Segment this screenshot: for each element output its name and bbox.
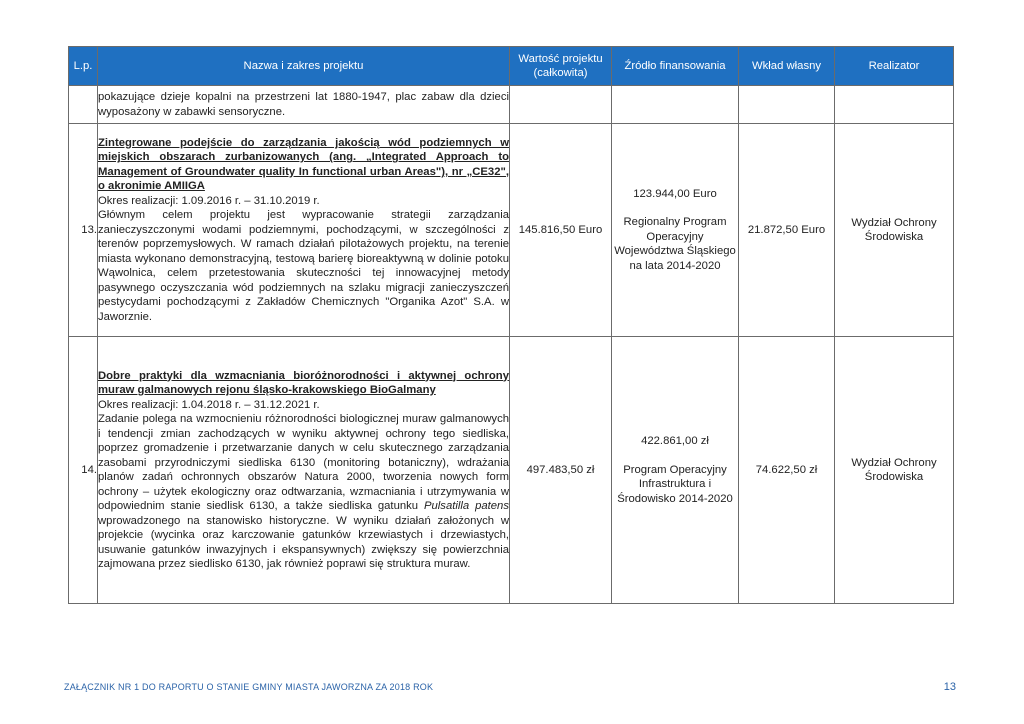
funding-amount: 123.944,00 Euro: [633, 187, 717, 200]
header-source: Źródło finansowania: [612, 47, 739, 86]
cell-value: 145.816,50 Euro: [510, 124, 612, 337]
project-description: [98, 412, 509, 572]
table-header-row: [69, 47, 954, 86]
cell-source: [612, 124, 739, 337]
cell-own: 21.872,50 Euro: [739, 124, 835, 337]
cell-implementer: Wydział Ochrony Środowiska: [835, 124, 954, 337]
cell-lp: 14.: [69, 337, 98, 604]
funding-source: Program Operacyjny Infrastruktura i Środowisko 2014-2020: [617, 463, 733, 505]
cell-own: [739, 86, 835, 124]
species-name: Pulsatilla patens: [423, 500, 509, 512]
header-name: Nazwa i zakres projektu: [98, 47, 510, 86]
project-description: Głównym celem projektu jest wypracowanie strategii zarządzania zanieczyszczonymi wodami podziemnymi, pochodzącymi, w szczególności z terenów poprzemysłowych. W ramach działań pilotażowych projektu, na terenie miasta wykonano demonstracyjną, testową barierę bioreaktywną w dolinie potoku Wąwolnica, celem przetestowania skuteczności tej innowacyjnej metody pasywnego oczyszczania wód podziemnych na szlaku migracji zanieczyszczeń pestycydami pochodzącymi z Zakładów Chemicznych "Organika Azot" S.A. w Jaworznie.: [98, 209, 509, 323]
cell-implementer: Wydział Ochrony Środowiska: [835, 337, 954, 604]
project-period: Okres realizacji: 1.04.2018 r. – 31.12.2021 r.: [98, 398, 320, 411]
description-part: Zadanie polega na wzmocnieniu różnorodności biologicznej muraw galmanowych i tendencji zmian zachodzących w wyniku aktywnej ochrony tego siedliska, poprzez gromadzenie i przetwarzanie danych w celu skutecznego zarządzania zasobami przyrodniczymi siedliska 6130 (monitoring botaniczny), wdrażania planów zadań ochronnych obszarów Natura 2000, tworzenia nowych form ochrony – użytek ekologiczny oraz odtwarzania, wzmacniania i utrzymywania w odpowiednim stanie siedlisk 6130, a także siedliska gatunku: [98, 413, 509, 512]
header-value: Wartość projektu (całkowita): [510, 47, 612, 86]
header-implementer: Realizator: [835, 47, 954, 86]
cell-value: 497.483,50 zł: [510, 337, 612, 604]
cell-lp: 13.: [69, 124, 98, 337]
cell-source: [612, 337, 739, 604]
table-row: [69, 86, 954, 124]
funding-source: Regionalny Program Operacyjny Województwa Śląskiego na lata 2014-2020: [614, 216, 736, 272]
funding-amount: 422.861,00 zł: [641, 435, 709, 447]
description-part: wprowadzonego na stanowisko historyczne. W wyniku działań założonych w projekcie (wycinka oraz karczowanie gatunków krzewiastych i drzewiastych, usuwanie gatunków inwazyjnych i ekspansywnych) zwiększy się powierzchnia zajmowana przez siedlisko 6130, jak również poprawi się struktura muraw.: [98, 514, 509, 570]
header-own: Wkład własny: [739, 47, 835, 86]
project-title: Zintegrowane podejście do zarządzania jakością wód podziemnych w miejskich obszarach zurbanizowanych (ang. „Integrated Approach to Management of Groundwater quality In functional urban Areas"), nr „CE32", o akronimie AMIIGA: [98, 136, 509, 193]
cell-description: [98, 124, 510, 337]
project-period: Okres realizacji: 1.09.2016 r. – 31.10.2019 r.: [98, 194, 320, 207]
cell-value: [510, 86, 612, 124]
cell-source: [612, 86, 739, 124]
continued-text: pokazujące dzieje kopalni na przestrzeni lat 1880-1947, plac zabaw dla dzieci wyposażony w zabawki sensoryczne.: [98, 91, 509, 118]
table-row: [69, 337, 954, 604]
page-number: 13: [943, 681, 956, 693]
project-title: Dobre praktyki dla wzmacniania bioróżnorodności i aktywnej ochrony muraw galmanowych rejonu śląsko-krakowskiego BioGalmany: [98, 369, 509, 396]
table-row: [69, 124, 954, 337]
cell-lp: [69, 86, 98, 124]
cell-description: [98, 337, 510, 604]
cell-description-continued: [98, 86, 510, 124]
cell-implementer: [835, 86, 954, 124]
header-lp: L.p.: [69, 47, 98, 86]
cell-own: 74.622,50 zł: [739, 337, 835, 604]
footer-document-title: ZAŁĄCZNIK NR 1 DO RAPORTU O STANIE GMINY MIASTA JAWORZNA ZA 2018 ROK: [64, 682, 434, 692]
projects-table: [68, 46, 954, 604]
